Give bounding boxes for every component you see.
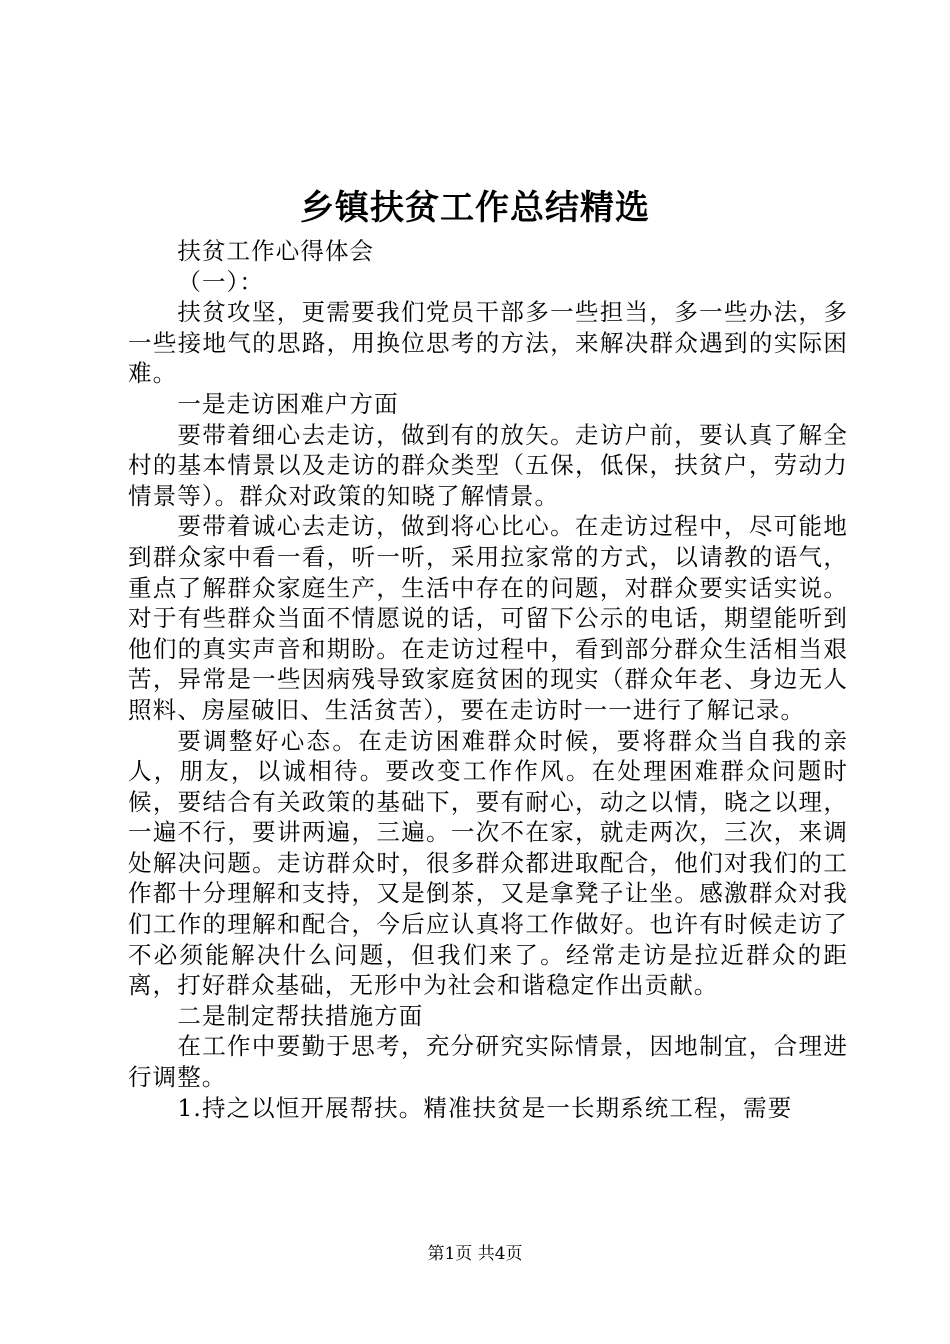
- section-number: （一）：: [177, 267, 264, 296]
- section-heading: 扶贫工作心得体会: [177, 237, 375, 265]
- document-body: [128, 236, 848, 1123]
- paragraph: 要带着细心去走访，做到有的放矢。走访户前，要认真了解全村的基本情景以及走访的群众类型（五保，低保，扶贫户，劳动力情景等）。群众对政策的知晓了解情景。: [128, 420, 848, 510]
- paragraph: 在工作中要勤于思考，充分研究实际情景，因地制宜，合理进行调整。: [128, 1032, 848, 1092]
- paragraph: 要调整好心态。在走访困难群众时候，要将群众当自我的亲人，朋友，以诚相待。要改变工作作风。在处理困难群众问题时候，要结合有关政策的基础下，要有耐心，动之以情，晓之以理，一遍不行，要讲两遍，三遍。一次不在家，就走两次，三次，来调处解决问题。走访群众时，很多群众都进取配合，他们对我们的工作都十分理解和支持，又是倒茶，又是拿凳子让坐。感激群众对我们工作的理解和配合，今后应认真将工作做好。也许有时候走访了不必须能解决什么问题，但我们来了。经常走访是拉近群众的距离，打好群众基础，无形中为社会和谐稳定作出贡献。: [128, 726, 848, 1000]
- paragraph: 扶贫攻坚，更需要我们党员干部多一些担当，多一些办法，多一些接地气的思路，用换位思考的方法，来解决群众遇到的实际困难。: [128, 298, 848, 388]
- document-title: 乡镇扶贫工作总结精选: [300, 188, 650, 228]
- page-footer: 第1页 共4页: [427, 1244, 523, 1264]
- paragraph: 1.持之以恒开展帮扶。精准扶贫是一长期系统工程，需要: [177, 1093, 793, 1122]
- subsection-heading: 二是制定帮扶措施方面: [177, 1001, 424, 1030]
- paragraph: 要带着诚心去走访，做到将心比心。在走访过程中，尽可能地到群众家中看一看，听一听，采用拉家常的方式，以请教的语气，重点了解群众家庭生产，生活中存在的问题，对群众要实话实说。对于有些群众当面不情愿说的话，可留下公示的电话，期望能听到他们的真实声音和期盼。在走访过程中，看到部分群众生活相当艰苦，异常是一些因病残导致家庭贫困的现实（群众年老、身边无人照料、房屋破旧、生活贫苦），要在走访时一一进行了解记录。: [128, 512, 848, 724]
- subsection-heading: 一是走访困难户方面: [177, 389, 399, 418]
